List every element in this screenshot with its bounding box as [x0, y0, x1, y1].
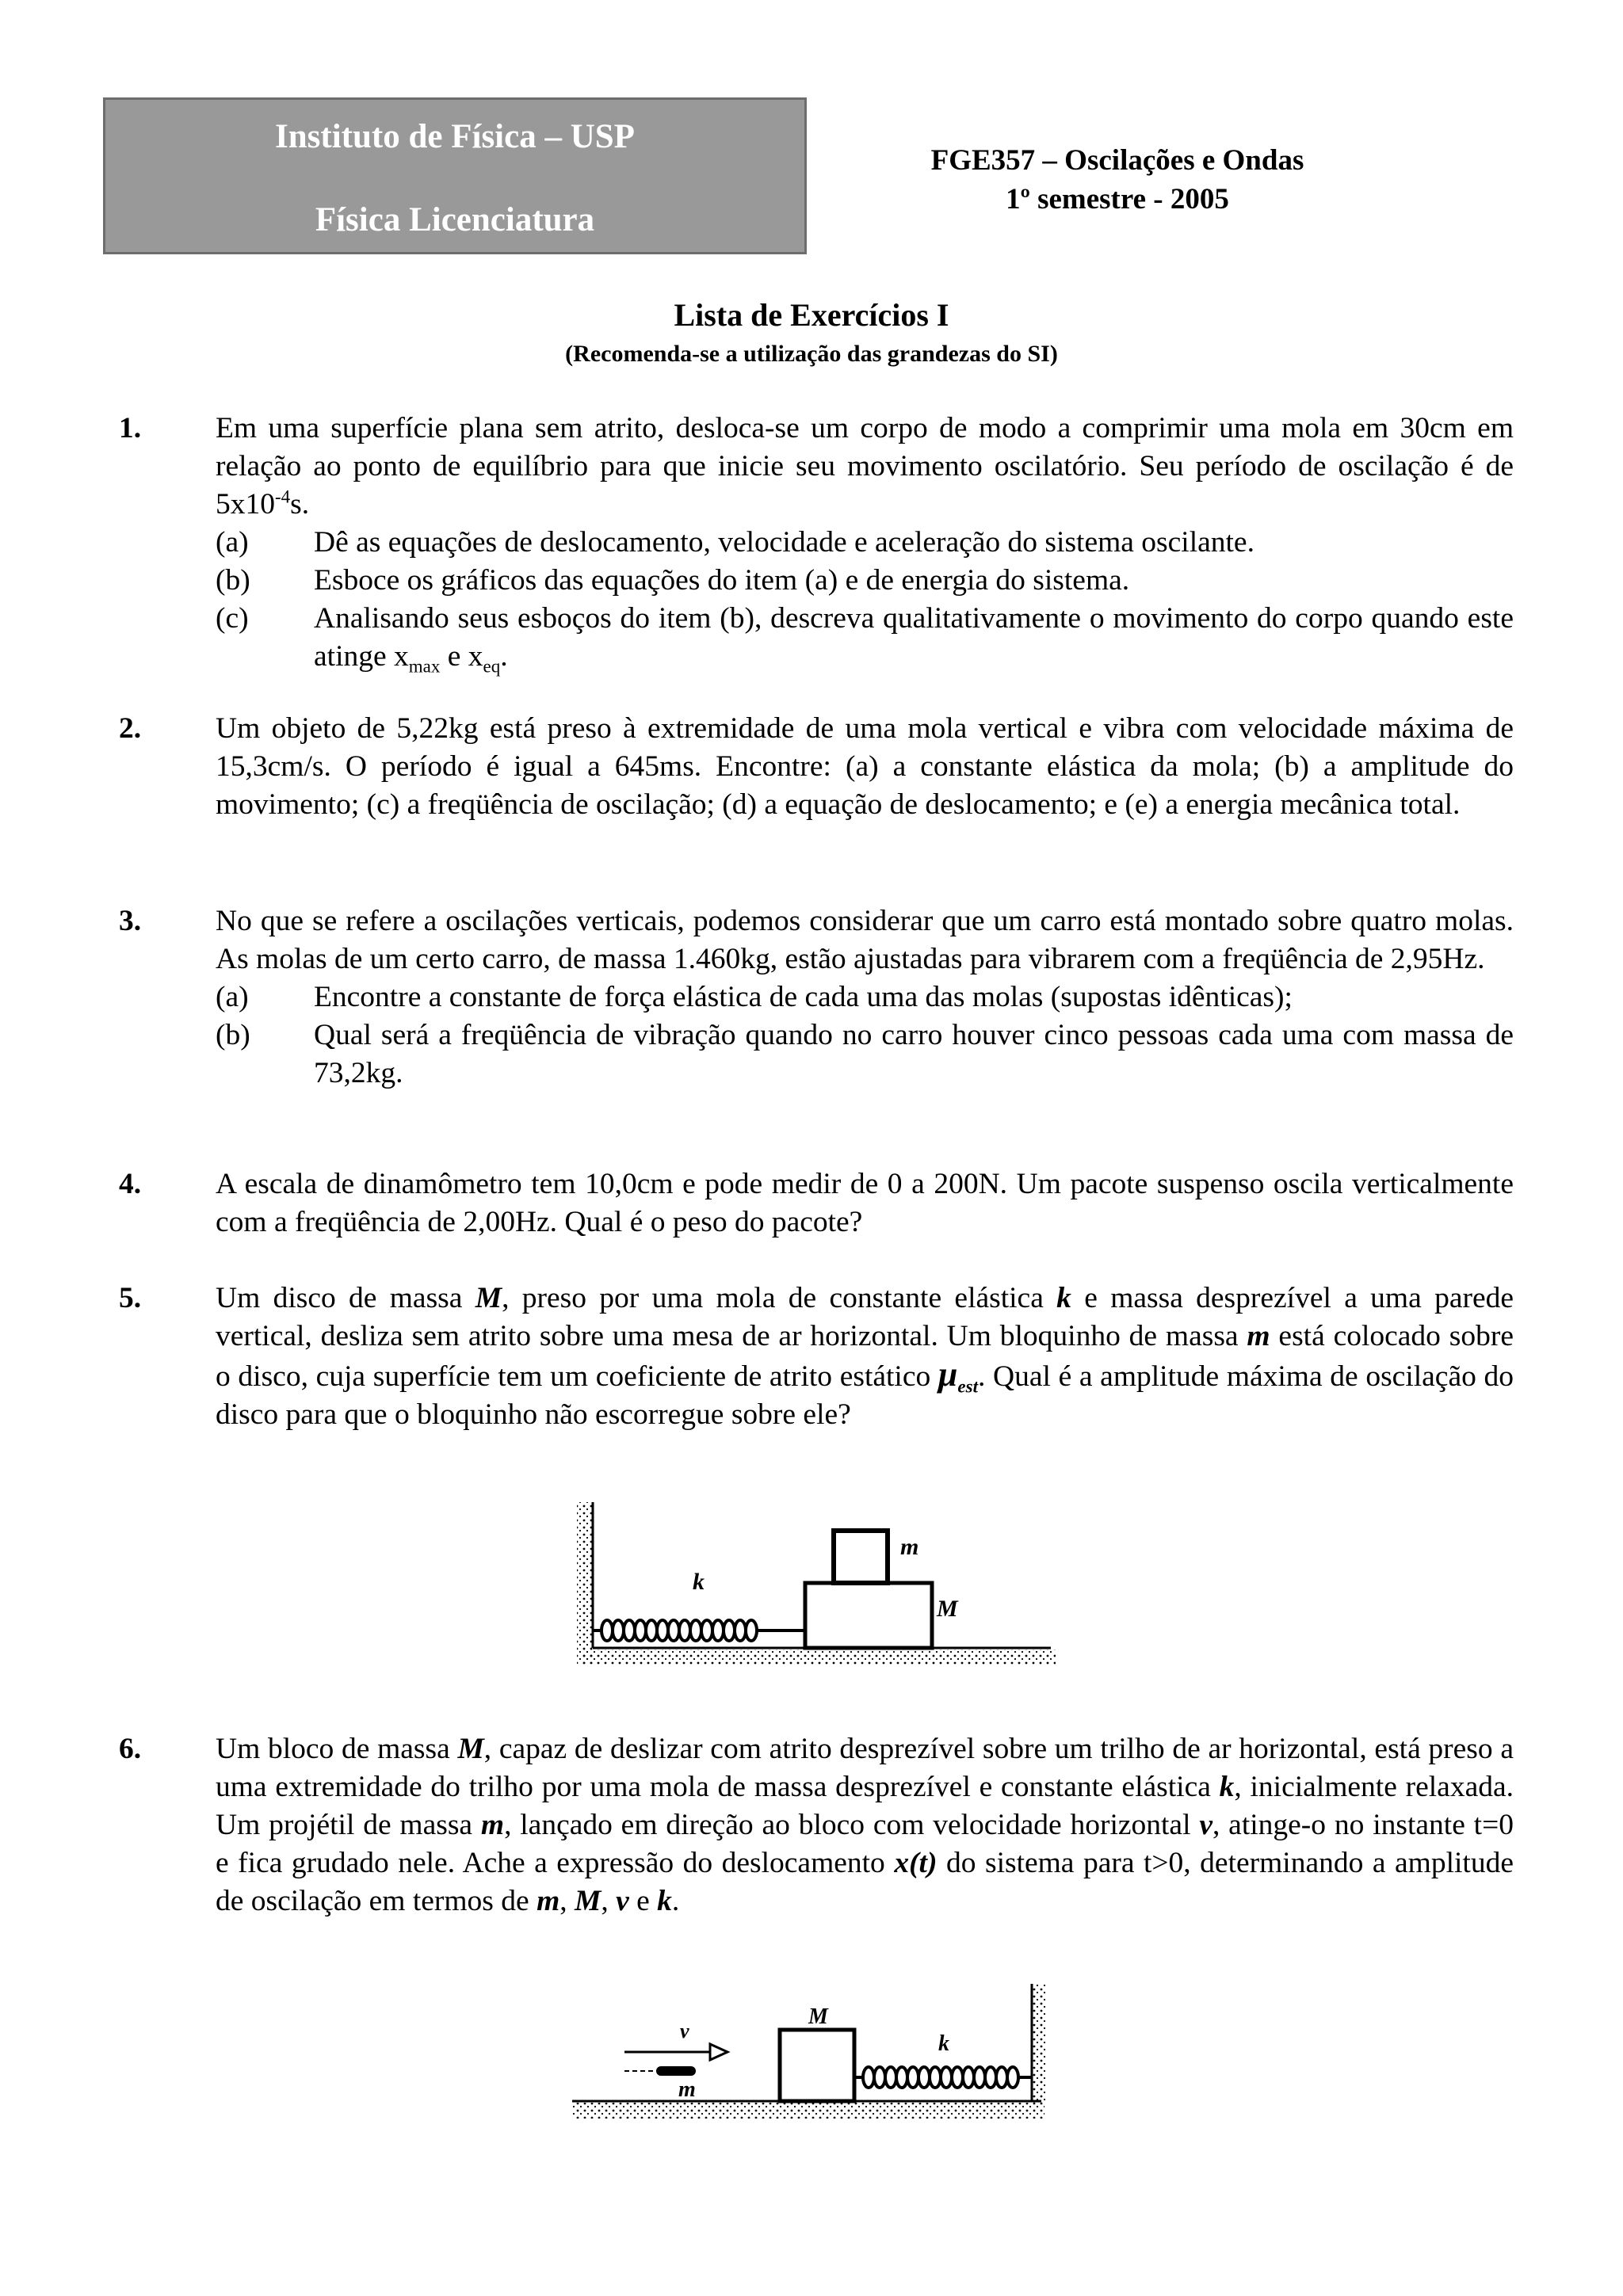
institution-name: Instituto de Física – USP: [275, 118, 635, 155]
question-6: [119, 1730, 1514, 1920]
question-3: [119, 902, 1514, 1093]
projectile-block-figure: [569, 1981, 1060, 2133]
question-item: (b) Qual será a freqüência de vibração quando no carro houver cinco pessoas cada uma com massa de 73,2kg.: [216, 1019, 1514, 1089]
question-item: (b) Esboce os gráficos das equações do item (a) e de energia do sistema.: [216, 564, 1130, 597]
spring-label: k: [693, 1569, 705, 1595]
question-2: [119, 710, 1514, 824]
question-number: 2.: [119, 712, 142, 745]
projectile: [624, 2066, 696, 2076]
block: [780, 2030, 854, 2101]
question-5: [119, 1280, 1514, 1434]
question-number: 6.: [119, 1733, 142, 1765]
question-number: 5.: [119, 1282, 142, 1314]
question-body: A escala de dinamômetro tem 10,0cm e pode medir de 0 a 200N. Um pacote suspenso oscila verticalmente com a freqüência de 2,00Hz. Qual é o peso do pacote?: [216, 1168, 1514, 1238]
disk-label: M: [937, 1596, 958, 1622]
small-block: [834, 1531, 888, 1583]
program-name: Física Licenciatura: [315, 201, 595, 238]
header-box: [103, 97, 807, 254]
question-1: [119, 410, 1514, 676]
list-subtitle: (Recomenda-se a utilização das grandezas do SI): [565, 341, 1058, 367]
question-number: 3.: [119, 905, 142, 937]
course-title: FGE357 – Oscilações e Ondas: [930, 144, 1304, 177]
wall: [577, 1502, 593, 1664]
velocity-arrow: [624, 2044, 727, 2060]
question-body: No que se refere a oscilações verticais, podemos considerar que um carro está montado sobre quatro molas. As molas de um certo carro, de massa 1.460kg, estão ajustadas para vibrarem com a freqüência de 2,95Hz. (a) Encontre a constante de força elástica de cada uma das molas (supostas idênticas); (b) Qual será a freqüência de vibração quando no carro houver cinco pessoas cada uma com massa de 73,2kg.: [216, 902, 1514, 1093]
question-number: 4.: [119, 1168, 142, 1200]
wall: [1032, 1984, 1046, 2103]
spring: [854, 2067, 1032, 2088]
block-label: M: [808, 2004, 828, 2029]
small-block-label: m: [900, 1534, 919, 1560]
question-4: [119, 1165, 1514, 1241]
spring-label: k: [938, 2031, 949, 2056]
question-item: (a) Dê as equações de deslocamento, velocidade e aceleração do sistema oscilante.: [216, 526, 1254, 559]
question-body: Um bloco de massa M, capaz de deslizar com atrito desprezível sobre um trilho de ar horizontal, está preso a uma extremidade do trilho por uma mola de massa desprezível e constante elástica k, inicialmente relaxada. Um projétil de massa m, lançado em direção ao bloco com velocidade horizontal v, atinge-o no instante t=0 e fica grudado nele. Ache a expressão do deslocamento x(t) do sistema para t>0, determinando a amplitude de oscilação em termos de m, M, v e k.: [216, 1733, 1514, 1917]
spring-block-figure: [575, 1497, 1067, 1681]
question-body: Um objeto de 5,22kg está preso à extremidade de uma mola vertical e vibra com velocidade máxima de 15,3cm/s. O período é igual a 645ms. Encontre: (a) a constante elástica da mola; (b) a amplitude do movimento; (c) a freqüência de oscilação; (d) a equação de deslocamento; e (e) a energia mecânica total.: [216, 712, 1514, 821]
course-info: [911, 141, 1323, 219]
projectile-label: m: [678, 2077, 696, 2102]
question-number: 1.: [119, 412, 142, 444]
question-item: (a) Encontre a constante de força elástica de cada uma das molas (supostas idênticas);: [216, 981, 1293, 1013]
question-body: Em uma superfície plana sem atrito, desloca-se um corpo de modo a comprimir uma mola em 30cm em relação ao ponto de equilíbrio para que inicie seu movimento oscilatório. Seu período de oscilação é de $5x10^{-4}s$. (a) Dê as equações de deslocamento, velocidade e aceleração do sistema oscilante. (b) Esboce os gráficos das equações do item (a) e de energia do sistema. (c) Analisando seus esboços do item (b), descreva qualitativamente o movimento do corpo quando este atinge $x_{max}$ e $x_{eq}$.: [216, 412, 1514, 677]
spring: [593, 1620, 805, 1641]
question-item: (c) Analisando seus esboços do item (b), descreva qualitativamente o movimento do corpo quando este atinge $x_{max}$ e $x_{eq}$.: [216, 602, 1514, 677]
velocity-label: v: [680, 2019, 689, 2042]
disk-block: [805, 1583, 932, 1648]
question-body: Um disco de massa M, preso por uma mola de constante elástica k e massa desprezível a uma parede vertical, desliza sem atrito sobre uma mesa de ar horizontal. Um bloquinho de massa m está colocado sobre o disco, cuja superfície tem um coeficiente de atrito estático $\mu_{est}$. Qual é a amplitude máxima de oscilação do disco para que o bloquinho não escorregue sobre ele?: [216, 1282, 1514, 1431]
semester: 1º semestre - 2005: [1006, 183, 1229, 215]
list-title: Lista de Exercícios I: [674, 297, 949, 333]
